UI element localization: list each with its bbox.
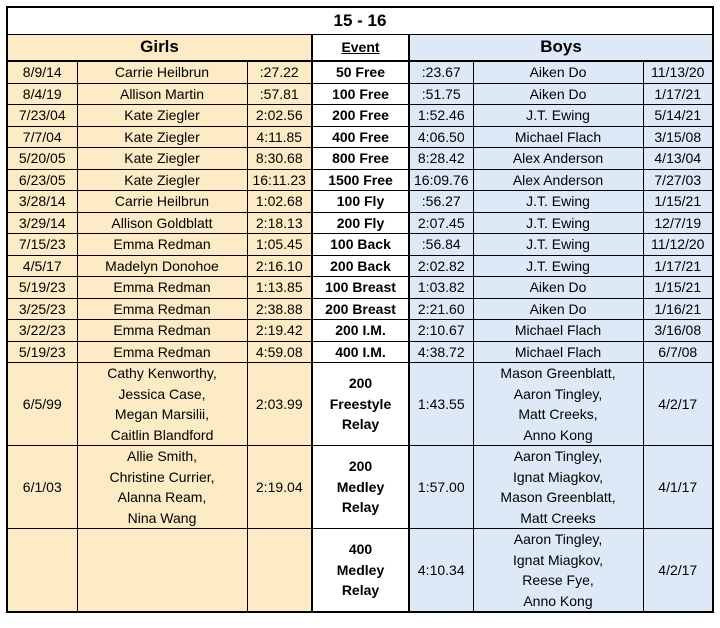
girls-record-holder: Carrie Heilbrun	[77, 61, 247, 83]
relay-swimmer: Jessica Case,	[118, 385, 206, 402]
event-name: 400 Free	[312, 126, 409, 148]
relay-event-line: Freestyle	[329, 395, 392, 412]
girls-record-time: 16:11.23	[247, 169, 312, 191]
girls-relay-date: 6/1/03	[7, 446, 77, 529]
event-header: Event	[312, 35, 409, 62]
boys-record-time: 2:02.82	[409, 255, 473, 277]
event-name: 100 Breast	[312, 277, 409, 299]
girls-record-holder: Emma Redman	[77, 298, 247, 320]
record-row	[7, 255, 713, 277]
boys-record-date: 4/13/04	[643, 148, 713, 170]
record-row	[7, 191, 713, 213]
event-name: 200 Breast	[312, 298, 409, 320]
girls-record-date: 8/4/19	[7, 83, 77, 105]
girls-relay-date: 6/5/99	[7, 363, 77, 446]
event-name: 400 I.M.	[312, 341, 409, 363]
girls-record-time: 1:05.45	[247, 234, 312, 256]
boys-record-date: 1/15/21	[643, 191, 713, 213]
boys-record-holder: Aiken Do	[473, 61, 643, 83]
relay-swimmer: Aaron Tingley,	[513, 531, 603, 547]
girls-record-date: 7/7/04	[7, 126, 77, 148]
girls-record-holder: Emma Redman	[77, 234, 247, 256]
boys-record-date: 11/12/20	[643, 234, 713, 256]
boys-record-holder: J.T. Ewing	[473, 255, 643, 277]
relay-swimmer: Nina Wang	[127, 509, 197, 526]
boys-record-time: 8:28.42	[409, 148, 473, 170]
boys-record-date: 3/16/08	[643, 320, 713, 342]
boys-record-holder: J.T. Ewing	[473, 212, 643, 234]
girls-relay-swimmers	[77, 446, 247, 529]
boys-record-holder: J.T. Ewing	[473, 105, 643, 127]
record-row	[7, 83, 713, 105]
boys-record-date: 1/17/21	[643, 255, 713, 277]
boys-relay-swimmers	[473, 446, 643, 529]
event-name: 1500 Free	[312, 169, 409, 191]
record-row	[7, 169, 713, 191]
relay-row	[7, 363, 713, 446]
boys-record-time: 2:10.67	[409, 320, 473, 342]
girls-record-time: 4:59.08	[247, 341, 312, 363]
girls-record-time: 2:16.10	[247, 255, 312, 277]
girls-relay-swimmers	[77, 363, 247, 446]
girls-record-holder: Emma Redman	[77, 277, 247, 299]
girls-relay-date	[7, 529, 77, 613]
girls-record-date: 6/23/05	[7, 169, 77, 191]
girls-record-date: 3/28/14	[7, 191, 77, 213]
record-row	[7, 105, 713, 127]
record-row	[7, 298, 713, 320]
girls-record-time: 1:02.68	[247, 191, 312, 213]
relay-swimmer: Caitlin Blandford	[110, 426, 214, 443]
record-row	[7, 126, 713, 148]
boys-record-time: 1:03.82	[409, 277, 473, 299]
boys-record-holder: J.T. Ewing	[473, 234, 643, 256]
record-row	[7, 61, 713, 83]
relay-swimmer: Mason Greenblatt,	[500, 489, 616, 505]
record-row	[7, 212, 713, 234]
girls-record-holder: Allison Martin	[77, 83, 247, 105]
header-row	[7, 35, 713, 62]
girls-record-time: 2:18.13	[247, 212, 312, 234]
girls-record-holder: Madelyn Donohoe	[77, 255, 247, 277]
boys-record-holder: Aiken Do	[473, 83, 643, 105]
girls-record-time: :27.22	[247, 61, 312, 83]
boys-record-holder: Aiken Do	[473, 298, 643, 320]
relay-swimmer: Megan Marsilii,	[114, 406, 210, 422]
boys-record-time: 2:21.60	[409, 298, 473, 320]
title-row	[7, 7, 713, 35]
girls-record-holder: Carrie Heilbrun	[77, 191, 247, 213]
girls-record-date: 3/29/14	[7, 212, 77, 234]
boys-record-date: 12/7/19	[643, 212, 713, 234]
boys-relay-date: 4/2/17	[643, 363, 713, 446]
relay-swimmer: Ignat Miagkov,	[512, 551, 603, 568]
girls-record-date: 5/19/23	[7, 341, 77, 363]
relay-event-line: Relay	[341, 416, 380, 433]
table-title: 15 - 16	[7, 7, 713, 35]
event-name: 100 Back	[312, 234, 409, 256]
boys-record-holder: Michael Flach	[473, 341, 643, 363]
relay-swimmer: Allie Smith,	[126, 448, 198, 464]
boys-record-holder: Michael Flach	[473, 126, 643, 148]
relay-event-line: Medley	[336, 478, 385, 495]
relay-row	[7, 446, 713, 529]
girls-record-holder: Emma Redman	[77, 320, 247, 342]
girls-record-date: 5/20/05	[7, 148, 77, 170]
girls-record-time: 8:30.68	[247, 148, 312, 170]
relay-swimmer: Christine Currier,	[109, 468, 215, 485]
boys-relay-swimmers	[473, 363, 643, 446]
boys-relay-time: 1:43.55	[409, 363, 473, 446]
relay-event-name	[312, 446, 409, 529]
boys-record-holder: Aiken Do	[473, 277, 643, 299]
relay-swimmer: Reese Fye,	[522, 572, 594, 588]
boys-relay-time: 1:57.00	[409, 446, 473, 529]
girls-record-time: 1:13.85	[247, 277, 312, 299]
records-table	[6, 6, 714, 613]
girls-record-time: 2:19.42	[247, 320, 312, 342]
relay-swimmer: Anno Kong	[523, 426, 593, 443]
girls-record-holder: Allison Goldblatt	[77, 212, 247, 234]
relay-event-line: Relay	[341, 499, 380, 516]
girls-record-date: 3/25/23	[7, 298, 77, 320]
girls-relay-time: 2:19.04	[247, 446, 312, 529]
relay-event-line: 400	[348, 541, 373, 558]
event-name: 200 Fly	[312, 212, 409, 234]
boys-record-time: :56.27	[409, 191, 473, 213]
relay-event-name	[312, 363, 409, 446]
boys-record-date: 7/27/03	[643, 169, 713, 191]
record-row	[7, 341, 713, 363]
boys-record-date: 3/15/08	[643, 126, 713, 148]
relay-swimmer: Ignat Miagkov,	[512, 468, 603, 485]
boys-record-holder: Alex Anderson	[473, 169, 643, 191]
boys-record-time: 4:06.50	[409, 126, 473, 148]
record-row	[7, 148, 713, 170]
relay-swimmer: Aaron Tingley,	[513, 385, 603, 402]
event-name: 100 Free	[312, 83, 409, 105]
relay-event-line: Relay	[341, 582, 380, 599]
girls-record-date: 8/9/14	[7, 61, 77, 83]
girls-record-date: 7/15/23	[7, 234, 77, 256]
girls-record-time: 4:11.85	[247, 126, 312, 148]
event-name: 200 Free	[312, 105, 409, 127]
boys-record-time: :23.67	[409, 61, 473, 83]
boys-record-date: 11/13/20	[643, 61, 713, 83]
relay-swimmer: Anno Kong	[523, 592, 593, 609]
girls-record-date: 7/23/04	[7, 105, 77, 127]
relay-event-line: 200	[348, 375, 373, 392]
event-name: 50 Free	[312, 61, 409, 83]
boys-record-time: :51.75	[409, 83, 473, 105]
boys-record-holder: Michael Flach	[473, 320, 643, 342]
girls-relay-time: 2:03.99	[247, 363, 312, 446]
event-name: 800 Free	[312, 148, 409, 170]
relay-swimmer: Aaron Tingley,	[513, 448, 603, 464]
girls-record-time: 2:38.88	[247, 298, 312, 320]
boys-header: Boys	[409, 35, 713, 62]
relay-swimmer: Matt Creeks,	[518, 406, 598, 422]
girls-record-holder: Kate Ziegler	[77, 169, 247, 191]
boys-record-time: 1:52.46	[409, 105, 473, 127]
girls-record-holder: Kate Ziegler	[77, 148, 247, 170]
boys-record-holder: Alex Anderson	[473, 148, 643, 170]
girls-record-holder: Kate Ziegler	[77, 105, 247, 127]
boys-record-date: 1/15/21	[643, 277, 713, 299]
girls-record-time: 2:02.56	[247, 105, 312, 127]
boys-relay-swimmers	[473, 529, 643, 613]
event-name: 200 Back	[312, 255, 409, 277]
record-row	[7, 320, 713, 342]
girls-record-date: 3/22/23	[7, 320, 77, 342]
boys-relay-date: 4/2/17	[643, 529, 713, 613]
boys-relay-time: 4:10.34	[409, 529, 473, 613]
boys-record-time: :56.84	[409, 234, 473, 256]
boys-record-time: 2:07.45	[409, 212, 473, 234]
event-name: 200 I.M.	[312, 320, 409, 342]
relay-swimmer: Alanna Ream,	[117, 489, 207, 505]
boys-relay-date: 4/1/17	[643, 446, 713, 529]
boys-record-date: 1/17/21	[643, 83, 713, 105]
relay-event-line: Medley	[336, 561, 385, 578]
girls-header: Girls	[7, 35, 312, 62]
girls-record-date: 5/19/23	[7, 277, 77, 299]
record-row	[7, 234, 713, 256]
relay-event-line: 200	[348, 458, 373, 475]
boys-record-date: 1/16/21	[643, 298, 713, 320]
girls-record-date: 4/5/17	[7, 255, 77, 277]
girls-record-holder: Emma Redman	[77, 341, 247, 363]
girls-record-holder: Kate Ziegler	[77, 126, 247, 148]
boys-record-holder: J.T. Ewing	[473, 191, 643, 213]
event-name: 100 Fly	[312, 191, 409, 213]
boys-record-time: 16:09.76	[409, 169, 473, 191]
girls-record-time: :57.81	[247, 83, 312, 105]
boys-record-time: 4:38.72	[409, 341, 473, 363]
relay-swimmer: Matt Creeks	[520, 509, 596, 526]
relay-swimmer: Mason Greenblatt,	[500, 365, 616, 381]
girls-relay-swimmers	[77, 529, 247, 613]
relay-swimmer: Cathy Kenworthy,	[107, 365, 217, 381]
record-row	[7, 277, 713, 299]
boys-record-date: 6/7/08	[643, 341, 713, 363]
relay-row	[7, 529, 713, 613]
boys-record-date: 5/14/21	[643, 105, 713, 127]
girls-relay-time	[247, 529, 312, 613]
relay-event-name	[312, 529, 409, 613]
